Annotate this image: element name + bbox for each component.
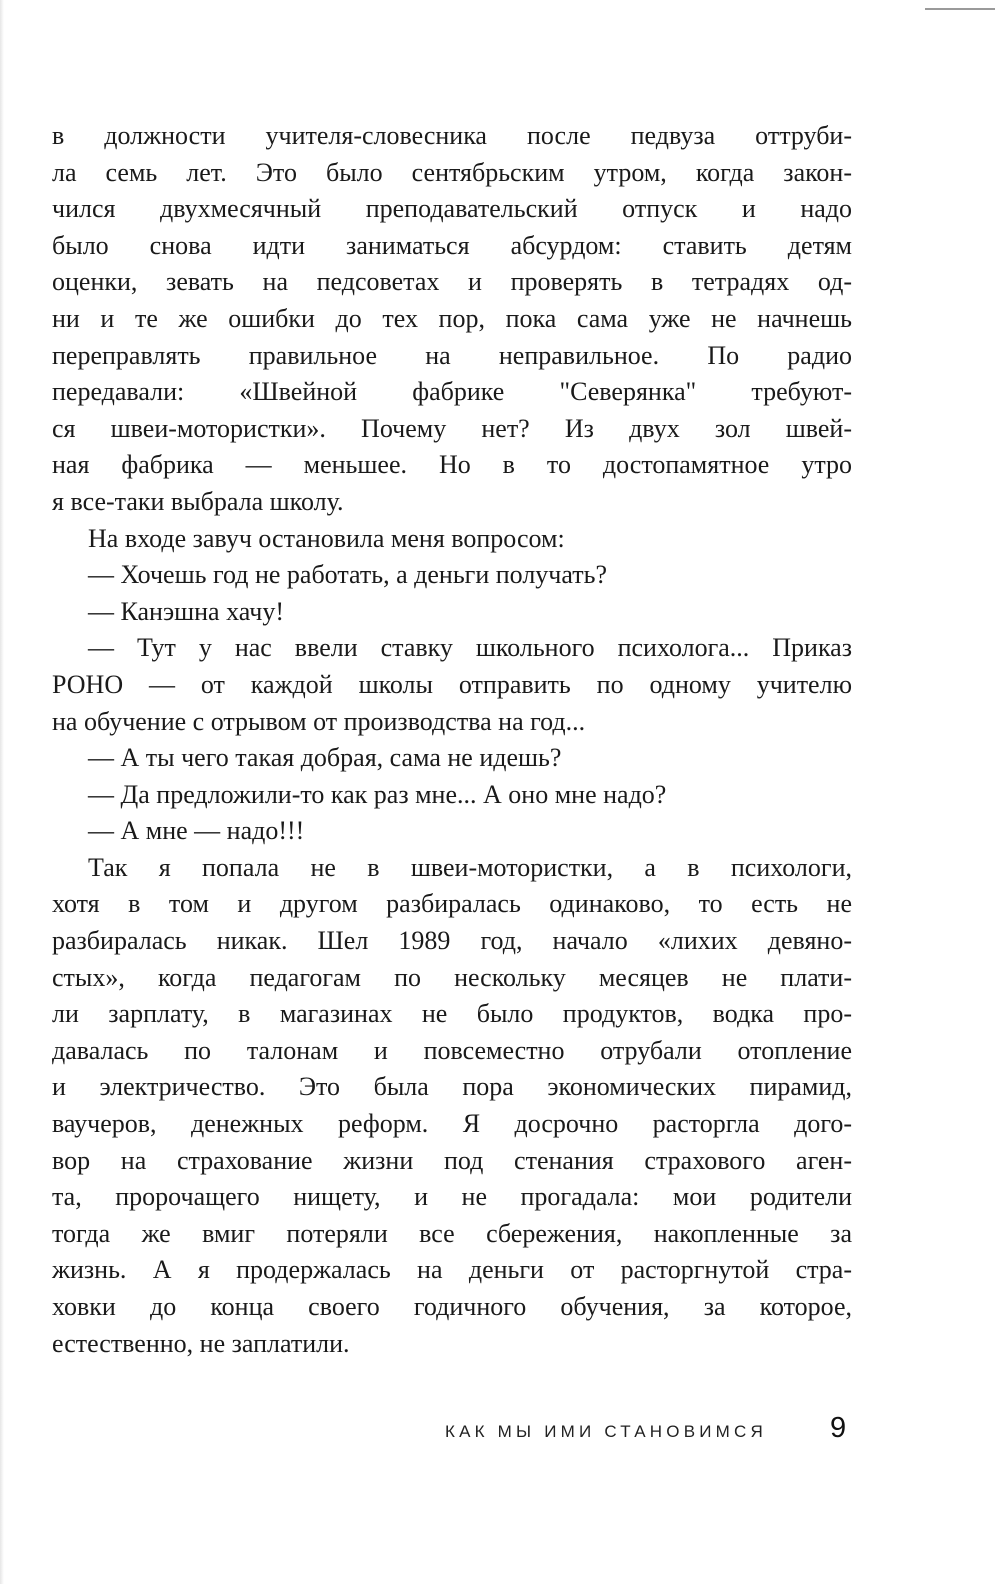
- text-line-paragraph-start: На входе завуч остановила меня вопросом:: [88, 523, 565, 553]
- dialogue-line: — А ты чего такая добрая, сама не идешь?: [88, 743, 562, 773]
- text-line: ная фабрика — меньшее. Но в то достопамятное утро: [52, 450, 852, 480]
- text-line-paragraph-start: Так я попала не в швеи-мотористки, а в психологи,: [88, 852, 852, 882]
- text-line: разбиралась никак. Шел 1989 год, начало «лихих девяно-: [52, 926, 852, 956]
- text-line: было снова идти заниматься абсурдом: ставить детям: [52, 230, 852, 260]
- text-line: оценки, зевать на педсоветах и проверять в тетрадях од-: [52, 267, 852, 297]
- text-line: РОНО — от каждой школы отправить по одному учителю: [52, 669, 852, 699]
- text-line: ли зарплату, в магазинах не было продуктов, водка про-: [52, 999, 852, 1029]
- scan-edge-mark: [925, 8, 995, 10]
- page-number: 9: [830, 1412, 847, 1444]
- text-line: хотя в том и другом разбиралась одинаково, то есть не: [52, 889, 852, 919]
- text-line-paragraph-end: естественно, не заплатили.: [52, 1328, 350, 1358]
- dialogue-line: — Да предложили-то как раз мне... А оно мне надо?: [88, 779, 667, 809]
- dialogue-line: — Канэшна хачу!: [88, 596, 284, 626]
- dialogue-line: — Тут у нас ввели ставку школьного психолога... Приказ: [88, 633, 852, 663]
- text-line: передавали: «Швейной фабрике "Северянка" требуют-: [52, 377, 852, 407]
- text-line: та, пророчащего нищету, и не прогадала: мои родители: [52, 1182, 852, 1212]
- text-line: в должности учителя-словесника после педвуза оттруби-: [52, 121, 852, 150]
- text-line: вор на страхование жизни под стенания страхового аген-: [52, 1145, 852, 1175]
- text-line: стых», когда педагогам по нескольку месяцев не плати-: [52, 962, 852, 992]
- text-line: ся швеи-мотористки». Почему нет? Из двух зол швей-: [52, 413, 852, 443]
- page-body-text: [52, 118, 852, 1362]
- text-line: ховки до конца своего годичного обучения, за которое,: [52, 1292, 852, 1321]
- running-head: КАК МЫ ИМИ СТАНОВИМСЯ: [445, 1422, 767, 1441]
- text-line: ваучеров, денежных реформ. Я досрочно расторгла дого-: [52, 1109, 852, 1139]
- dialogue-line: — Хочешь год не работать, а деньги получать?: [88, 560, 608, 590]
- text-line: ла семь лет. Это было сентябрьским утром, когда закон-: [52, 157, 852, 187]
- scan-shadow-left: [0, 0, 4, 1584]
- page-footer: [0, 1410, 1000, 1450]
- text-line: ни и те же ошибки до тех пор, пока сама уже не начнешь: [52, 303, 852, 333]
- text-line-paragraph-end: я все-таки выбрала школу.: [52, 486, 344, 516]
- text-line: жизнь. А я продержалась на деньги от расторгнутой стра-: [52, 1255, 852, 1285]
- text-line: и электричество. Это была пора экономических пирамид,: [52, 1072, 852, 1102]
- text-line: тогда же вмиг потеряли все сбережения, накопленные за: [52, 1218, 852, 1248]
- text-line-paragraph-end: на обучение с отрывом от производства на год...: [52, 706, 586, 736]
- text-line: давалась по талонам и повсеместно отрубали отопление: [52, 1035, 852, 1065]
- text-line: переправлять правильное на неправильное. По радио: [52, 340, 852, 370]
- text-line: чился двухмесячный преподавательский отпуск и надо: [52, 194, 852, 224]
- dialogue-line: — А мне — надо!!!: [88, 816, 305, 846]
